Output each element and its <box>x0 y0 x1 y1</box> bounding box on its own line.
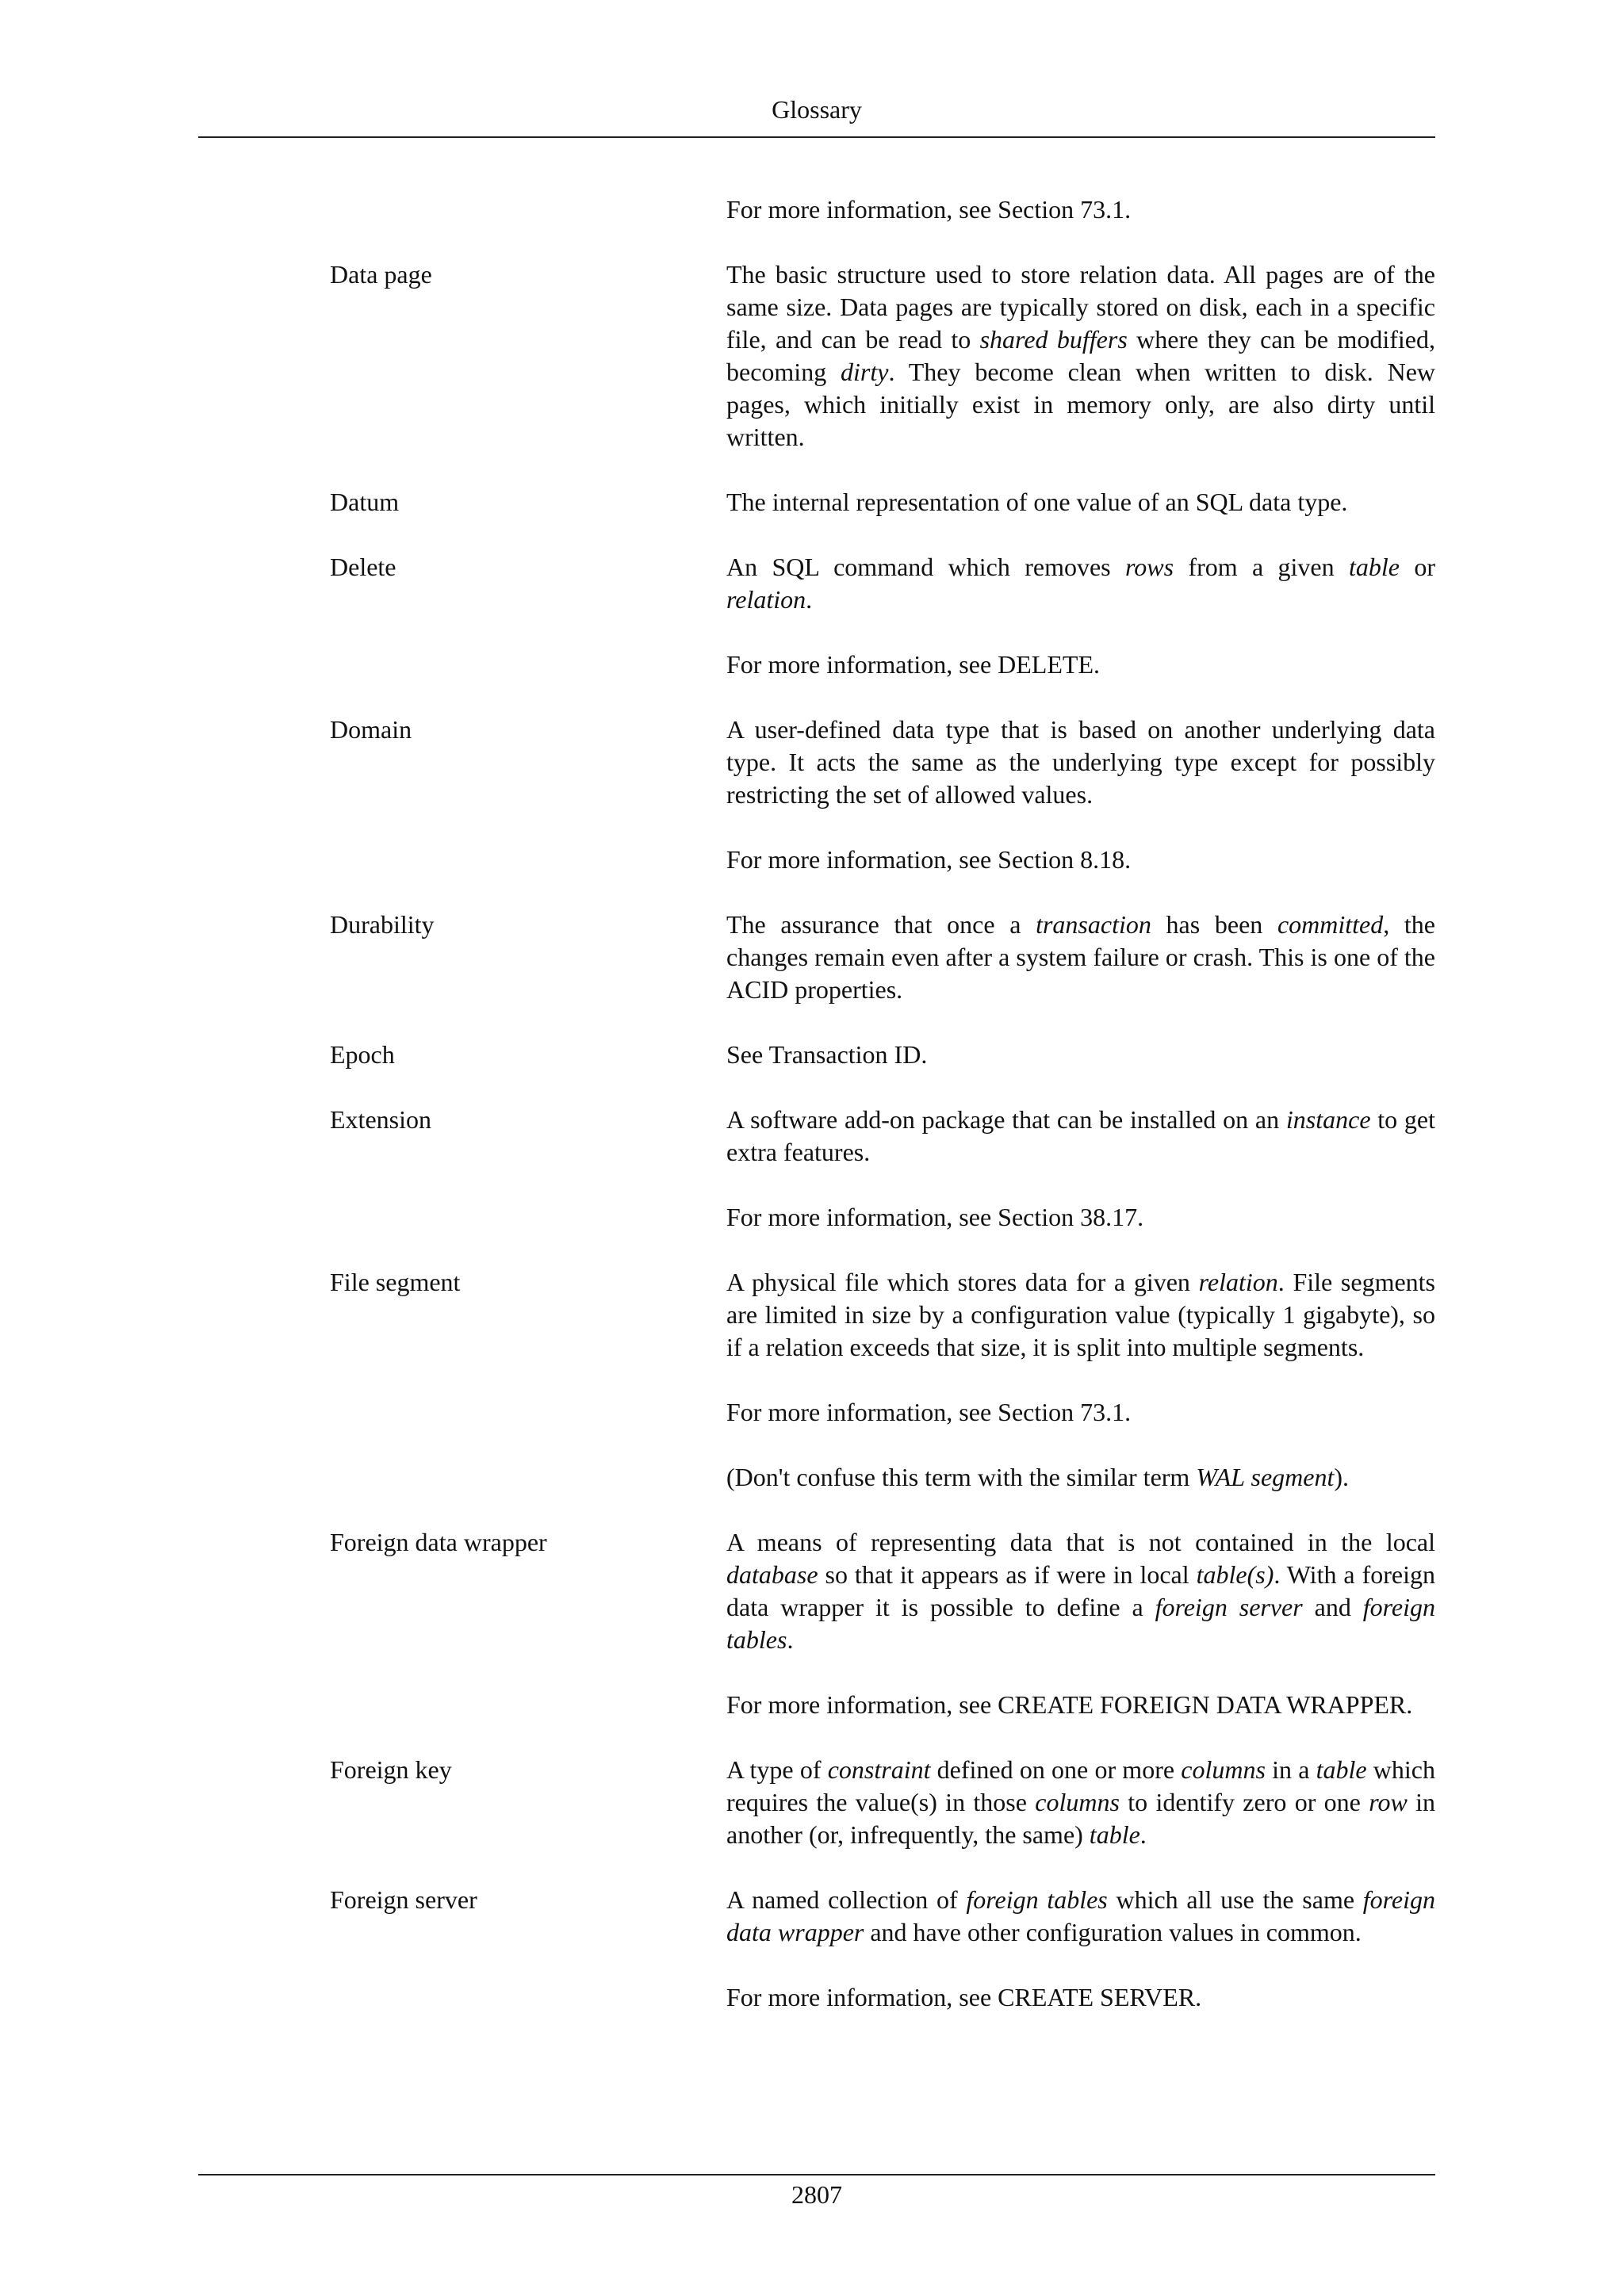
text-run: The assurance that once a <box>726 910 1036 939</box>
text-run: A software add-on package that can be installed on an <box>726 1105 1286 1134</box>
emphasized-term: instance <box>1285 1105 1371 1134</box>
glossary-term: Domain <box>330 715 412 744</box>
text-run: to identify zero or one <box>1119 1788 1369 1816</box>
glossary-definition <box>726 486 1435 519</box>
glossary-term: Data page <box>330 260 432 289</box>
glossary-entry <box>0 1754 1624 1851</box>
emphasized-term: dirty <box>841 358 889 386</box>
text-run: . File segments are limited in size by a configuration value (typically 1 gigabyte), so if a relation exceeds that size, it is split into multiple segments. <box>726 1268 1436 1361</box>
glossary-entry <box>0 193 1624 226</box>
text-run: from a given <box>1174 553 1349 581</box>
text-run: has been <box>1151 910 1277 939</box>
glossary-definition <box>726 551 1435 681</box>
page-number: 2807 <box>791 2180 842 2209</box>
glossary-term: Foreign key <box>330 1755 452 1784</box>
glossary-term: Extension <box>330 1105 431 1134</box>
text-run: For more information, see Section 73.1. <box>726 1398 1132 1426</box>
emphasized-term: table <box>1349 553 1400 581</box>
text-run: For more information, see CREATE FOREIGN DATA WRAPPER. <box>726 1690 1413 1719</box>
glossary-definition <box>726 1526 1435 1721</box>
text-run: in another (or, infrequently, the same) <box>726 1788 1436 1849</box>
text-run: For more information, see Section 38.17. <box>726 1203 1144 1231</box>
definition-paragraph <box>726 844 1435 876</box>
definition-paragraph <box>726 551 1435 616</box>
glossary-definition <box>726 1884 1435 2014</box>
emphasized-term: foreign data wrapper <box>726 1885 1435 1946</box>
glossary-definition <box>726 258 1435 453</box>
glossary-entry <box>0 1266 1624 1494</box>
text-run: which requires the value(s) in those <box>726 1755 1436 1816</box>
text-run: (Don't confuse this term with the similar term <box>726 1463 1197 1491</box>
glossary-definition <box>726 1104 1435 1234</box>
emphasized-term: WAL segment <box>1196 1463 1335 1491</box>
emphasized-term: relation <box>726 585 806 614</box>
page-header: Glossary <box>772 95 862 124</box>
text-run: where they can be modified, becoming <box>726 325 1436 386</box>
emphasized-term: shared buffers <box>979 325 1128 354</box>
emphasized-term: foreign tables <box>966 1885 1108 1914</box>
glossary-term: Epoch <box>330 1040 395 1069</box>
text-run: . They become clean when written to disk. New pages, which initially exist in memory only, are also dirty until written. <box>726 358 1435 451</box>
definition-paragraph <box>726 1981 1435 2014</box>
footer-rule <box>198 2174 1435 2175</box>
emphasized-term: committed <box>1277 910 1384 939</box>
emphasized-term: transaction <box>1036 910 1151 939</box>
text-run: defined on one or more <box>930 1755 1182 1784</box>
text-run: For more information, see Section 73.1. <box>726 195 1132 224</box>
emphasized-term: columns <box>1181 1755 1266 1784</box>
emphasized-term: row <box>1369 1788 1408 1816</box>
text-run: For more information, see Section 8.18. <box>726 845 1132 874</box>
definition-paragraph <box>726 258 1435 453</box>
definition-paragraph <box>726 486 1435 519</box>
text-run: and <box>1302 1593 1363 1621</box>
emphasized-term: foreign server <box>1155 1593 1303 1621</box>
glossary-entry <box>0 1884 1624 2014</box>
emphasized-term: relation <box>1198 1268 1278 1296</box>
glossary-entries <box>0 193 1624 2046</box>
glossary-definition <box>726 714 1435 876</box>
glossary-entry <box>0 258 1624 453</box>
text-run: so that it appears as if were in local <box>818 1560 1197 1589</box>
text-run: A user-defined data type that is based on another underlying data type. It acts the same as the underlying type except for possibly restricting the set of allowed values. <box>726 715 1435 809</box>
definition-paragraph <box>726 909 1435 1006</box>
header-rule <box>198 136 1435 138</box>
text-run: or <box>1399 553 1436 581</box>
glossary-definition <box>726 193 1435 226</box>
text-run: and have other configuration values in common. <box>864 1918 1362 1946</box>
definition-paragraph <box>726 1754 1435 1851</box>
text-run: in a <box>1265 1755 1316 1784</box>
text-run: The basic structure used to store relation data. All pages are of the same size. Data pages are typically stored on disk, each in a specific file, and can be read to <box>726 260 1435 354</box>
definition-paragraph <box>726 193 1435 226</box>
emphasized-term: table <box>1316 1755 1367 1784</box>
definition-paragraph <box>726 1526 1435 1656</box>
glossary-entry <box>0 1526 1624 1721</box>
definition-paragraph <box>726 714 1435 811</box>
definition-paragraph <box>726 1201 1435 1234</box>
text-run: The internal representation of one value of an SQL data type. <box>726 488 1348 516</box>
glossary-entry <box>0 551 1624 681</box>
emphasized-term: foreign tables <box>726 1593 1435 1654</box>
glossary-term: File segment <box>330 1268 461 1296</box>
text-run: ). <box>1334 1463 1350 1491</box>
definition-paragraph <box>726 1461 1435 1494</box>
text-run: . <box>806 585 813 614</box>
text-run: For more information, see DELETE. <box>726 650 1100 679</box>
text-run: . <box>787 1625 794 1654</box>
glossary-term: Foreign server <box>330 1885 477 1914</box>
glossary-entry <box>0 1104 1624 1234</box>
text-run: to get extra features. <box>726 1105 1436 1166</box>
text-run: . With a foreign data wrapper it is possible to define a <box>726 1560 1436 1621</box>
glossary-term: Foreign data wrapper <box>330 1528 547 1556</box>
definition-paragraph <box>726 1884 1435 1949</box>
glossary-entry <box>0 714 1624 876</box>
definition-paragraph <box>726 1396 1435 1429</box>
text-run: , the changes remain even after a system failure or crash. This is one of the ACID properties. <box>726 910 1435 1004</box>
emphasized-term: database <box>726 1560 818 1589</box>
definition-paragraph <box>726 1039 1435 1071</box>
glossary-entry <box>0 909 1624 1006</box>
text-run: . <box>1139 1820 1147 1849</box>
text-run: See Transaction ID. <box>726 1040 928 1069</box>
definition-paragraph <box>726 649 1435 681</box>
definition-paragraph <box>726 1689 1435 1721</box>
glossary-entry <box>0 486 1624 519</box>
emphasized-term: constraint <box>827 1755 931 1784</box>
glossary-definition <box>726 909 1435 1006</box>
glossary-term: Datum <box>330 488 400 516</box>
text-run: A type of <box>726 1755 828 1784</box>
emphasized-term: columns <box>1035 1788 1120 1816</box>
emphasized-term: rows <box>1124 553 1174 581</box>
text-run: An SQL command which removes <box>726 553 1125 581</box>
glossary-definition <box>726 1266 1435 1494</box>
glossary-definition <box>726 1039 1435 1071</box>
text-run: A named collection of <box>726 1885 967 1914</box>
text-run: For more information, see CREATE SERVER. <box>726 1983 1202 2011</box>
text-run: A means of representing data that is not contained in the local <box>726 1528 1435 1556</box>
definition-paragraph <box>726 1266 1435 1364</box>
emphasized-term: table(s) <box>1196 1560 1274 1589</box>
glossary-term: Delete <box>330 553 396 581</box>
definition-paragraph <box>726 1104 1435 1169</box>
glossary-term: Durability <box>330 910 435 939</box>
emphasized-term: table <box>1089 1820 1140 1849</box>
text-run: A physical file which stores data for a given <box>726 1268 1199 1296</box>
glossary-definition <box>726 1754 1435 1851</box>
text-run: which all use the same <box>1107 1885 1363 1914</box>
glossary-entry <box>0 1039 1624 1071</box>
